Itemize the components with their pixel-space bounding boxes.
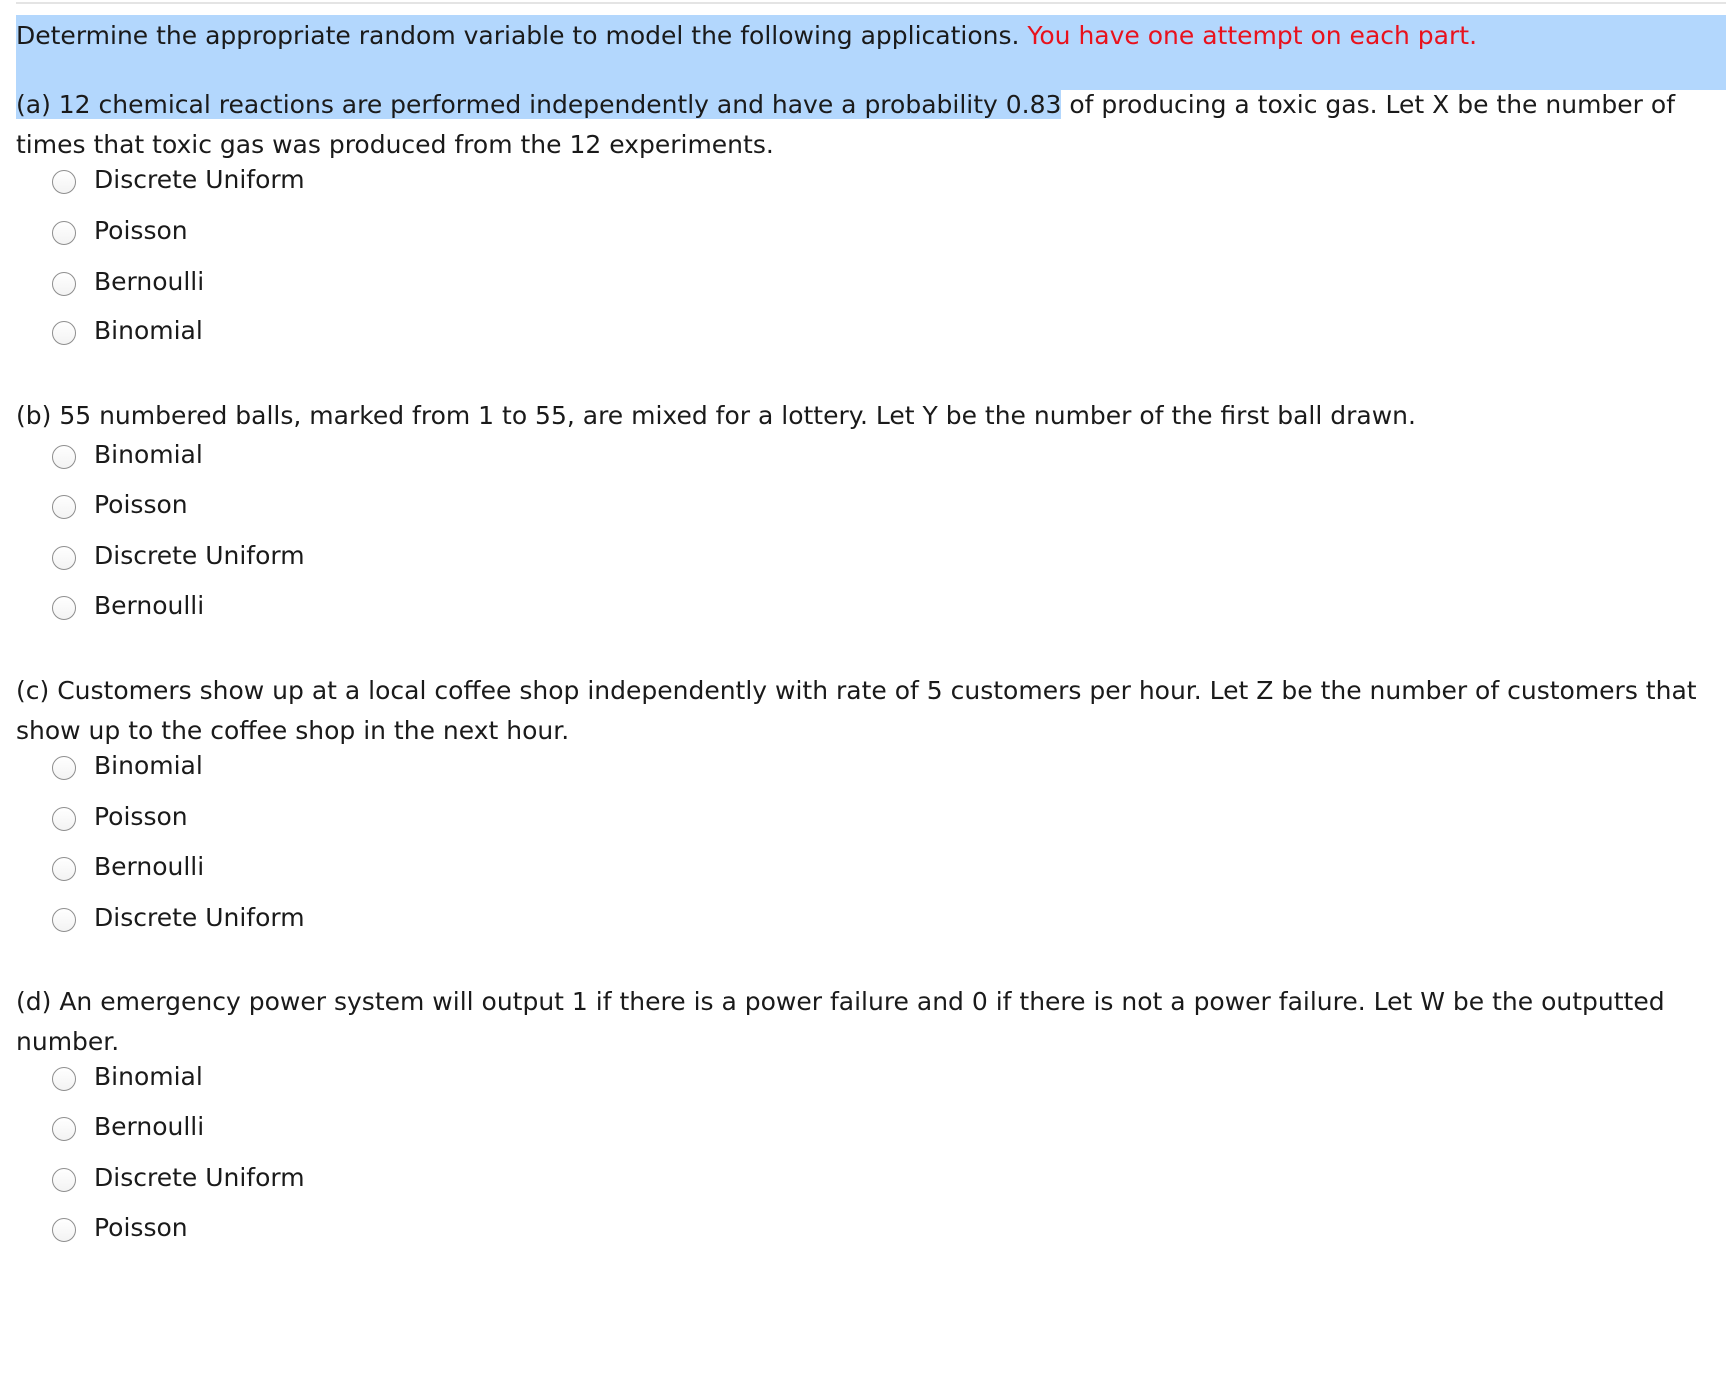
option-label[interactable]: Binomial <box>94 1061 203 1091</box>
radio-button[interactable] <box>52 445 76 469</box>
option-label[interactable]: Bernoulli <box>94 1111 205 1141</box>
radio-button[interactable] <box>52 596 76 620</box>
radio-button[interactable] <box>52 807 76 831</box>
instructions <box>16 16 1477 56</box>
option-c-1[interactable] <box>52 745 203 785</box>
radio-button[interactable] <box>52 857 76 881</box>
option-label[interactable]: Bernoulli <box>94 266 205 296</box>
option-b-4[interactable] <box>52 585 204 625</box>
question-a-rest-text: of producing a toxic gas. Let X be the number of times that toxic gas was produced from the 12 experiments. <box>16 90 1675 159</box>
instructions-text: Determine the appropriate random variable to model the following applications. <box>16 21 1028 50</box>
radio-button[interactable] <box>52 1067 76 1091</box>
option-label[interactable]: Discrete Uniform <box>94 1162 305 1192</box>
option-d-4[interactable] <box>52 1207 188 1247</box>
radio-button[interactable] <box>52 756 76 780</box>
radio-button[interactable] <box>52 495 76 519</box>
radio-button[interactable] <box>52 170 76 194</box>
question-b-text: (b) 55 numbered balls, marked from 1 to 55, are mixed for a lottery. Let Y be the number of the first ball drawn. <box>16 401 1416 430</box>
radio-button[interactable] <box>52 1218 76 1242</box>
option-label[interactable]: Poisson <box>94 1212 188 1242</box>
radio-button[interactable] <box>52 321 76 345</box>
question-a-text <box>16 85 1716 165</box>
option-c-2[interactable] <box>52 796 188 836</box>
option-d-3[interactable] <box>52 1157 305 1197</box>
radio-button[interactable] <box>52 546 76 570</box>
question-a-highlighted-text: (a) 12 chemical reactions are performed independently and have a probability 0.83 <box>16 90 1062 119</box>
option-label[interactable]: Poisson <box>94 801 188 831</box>
attempt-warning: You have one attempt on each part. <box>1027 21 1478 50</box>
top-divider <box>16 2 1726 4</box>
option-a-3[interactable] <box>52 261 204 301</box>
radio-button[interactable] <box>52 1168 76 1192</box>
option-a-1[interactable] <box>52 159 305 199</box>
question-c-text: (c) Customers show up at a local coffee shop independently with rate of 5 customers per hour. Let Z be the number of customers that show up to the coffee shop in the next hour. <box>16 676 1697 745</box>
option-label[interactable]: Poisson <box>94 215 188 245</box>
option-label[interactable]: Poisson <box>94 489 188 519</box>
radio-button[interactable] <box>52 272 76 296</box>
option-b-3[interactable] <box>52 535 305 575</box>
option-d-1[interactable] <box>52 1056 203 1096</box>
option-label[interactable]: Binomial <box>94 750 203 780</box>
option-label[interactable]: Bernoulli <box>94 590 205 620</box>
option-b-2[interactable] <box>52 484 188 524</box>
option-label[interactable]: Binomial <box>94 315 203 345</box>
radio-button[interactable] <box>52 221 76 245</box>
option-d-2[interactable] <box>52 1106 204 1146</box>
option-label[interactable]: Discrete Uniform <box>94 540 305 570</box>
radio-button[interactable] <box>52 908 76 932</box>
option-a-4[interactable] <box>52 310 203 350</box>
option-c-3[interactable] <box>52 846 204 886</box>
option-label[interactable]: Binomial <box>94 439 203 469</box>
option-label[interactable]: Discrete Uniform <box>94 902 305 932</box>
option-label[interactable]: Bernoulli <box>94 851 205 881</box>
radio-button[interactable] <box>52 1117 76 1141</box>
question-d-text: (d) An emergency power system will output 1 if there is a power failure and 0 if there is not a power failure. Let W be the outputted number. <box>16 987 1665 1056</box>
option-label[interactable]: Discrete Uniform <box>94 164 305 194</box>
option-b-1[interactable] <box>52 434 203 474</box>
option-c-4[interactable] <box>52 897 305 937</box>
option-a-2[interactable] <box>52 210 188 250</box>
